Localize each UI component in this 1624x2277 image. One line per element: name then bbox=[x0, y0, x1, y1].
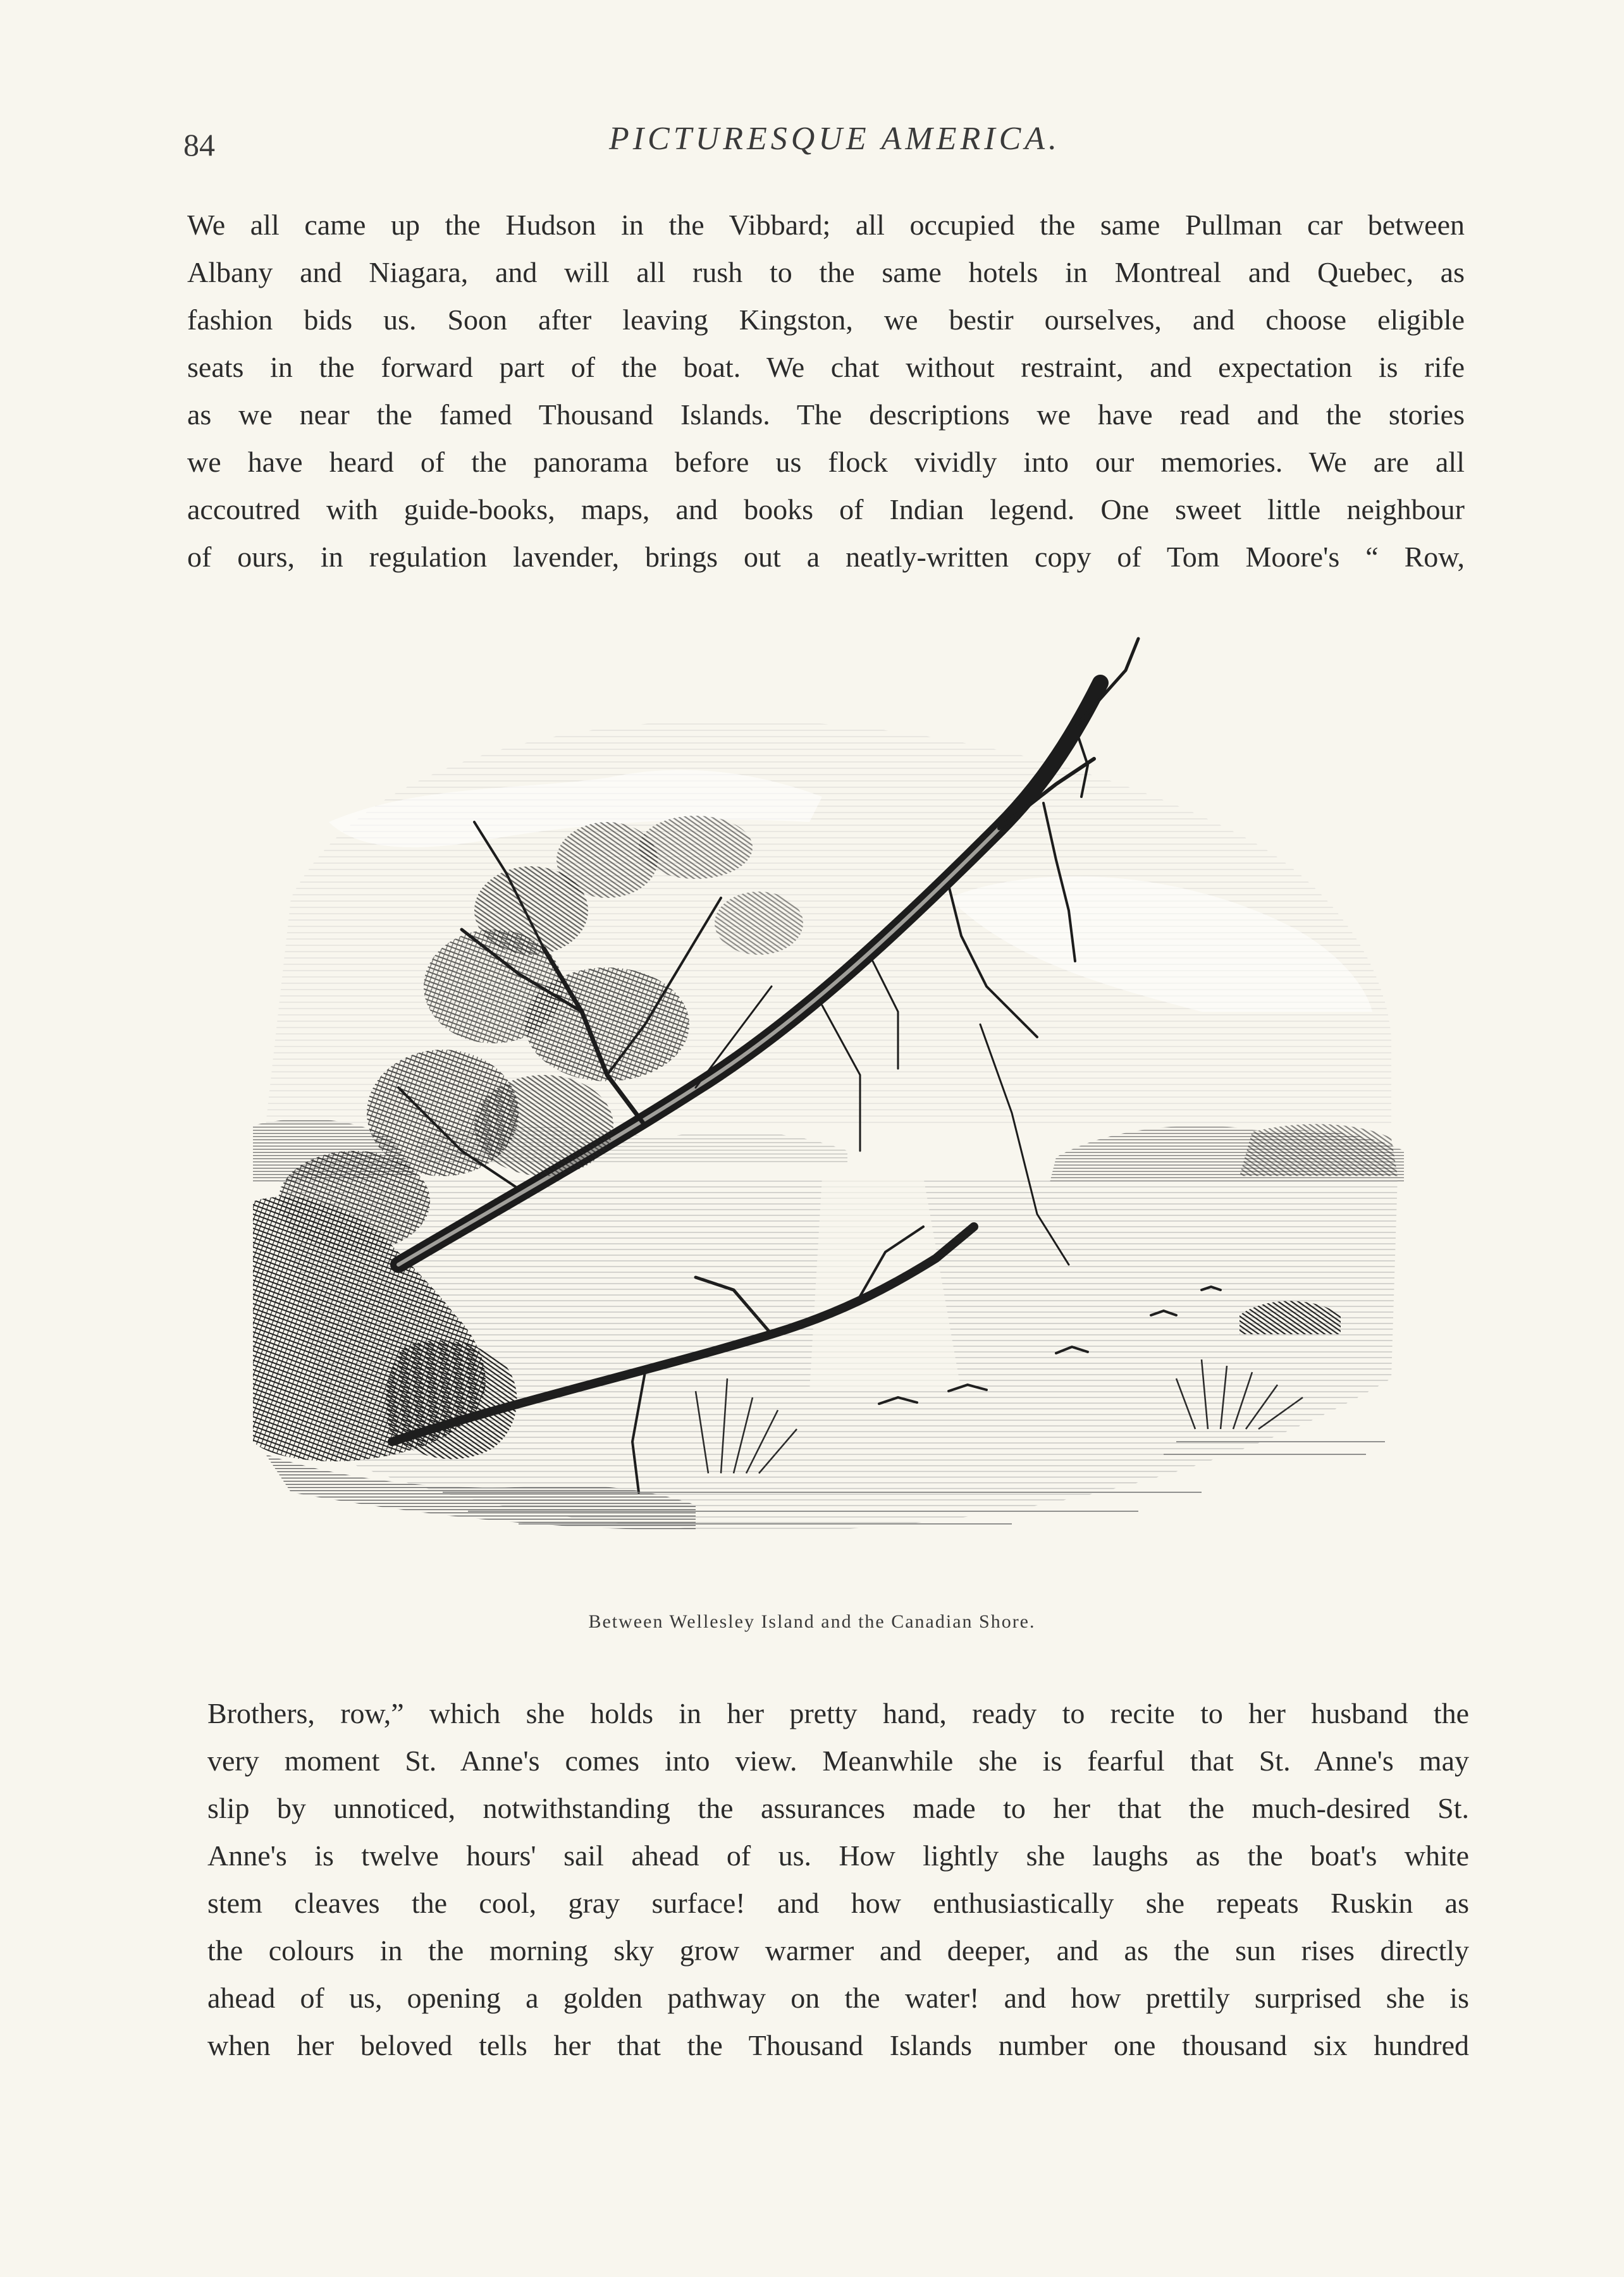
text-line: of ours, in regulation lavender, brings out a neatly-written copy of Tom Moore's “ Row, bbox=[187, 541, 1465, 573]
text-line: fashion bids us. Soon after leaving Kingston, we bestir ourselves, and choose eligible bbox=[187, 304, 1465, 336]
text-line: ahead of us, opening a golden pathway on the water! and how prettily surprised she is bbox=[207, 1982, 1469, 2014]
paragraph-bottom bbox=[207, 1690, 1469, 2069]
running-title: PICTURESQUE AMERICA. bbox=[608, 121, 1061, 157]
text-line: We all came up the Hudson in the Vibbard; all occupied the same Pullman car between bbox=[187, 209, 1465, 241]
paragraph-top bbox=[187, 201, 1465, 580]
illustration-caption: Between Wellesley Island and the Canadian Shore. bbox=[588, 1611, 1036, 1632]
text-line: Brothers, row,” which she holds in her pretty hand, ready to recite to her husband the bbox=[207, 1697, 1469, 1729]
text-line: stem cleaves the cool, gray surface! and how enthusiastically she repeats Ruskin as bbox=[207, 1887, 1469, 1919]
text-line: slip by unnoticed, notwithstanding the assurances made to her that the much-desired St. bbox=[207, 1792, 1469, 1824]
engraving-illustration bbox=[253, 632, 1410, 1593]
text-line: when her beloved tells her that the Thousand Islands number one thousand six hundred bbox=[207, 2029, 1469, 2061]
text-line: seats in the forward part of the boat. We chat without restraint, and expectation is rife bbox=[187, 351, 1465, 383]
text-line: we have heard of the panorama before us flock vividly into our memories. We are all bbox=[187, 446, 1465, 478]
page-header bbox=[183, 120, 1486, 177]
text-line: very moment St. Anne's comes into view. Meanwhile she is fearful that St. Anne's may bbox=[207, 1745, 1469, 1777]
text-line: as we near the famed Thousand Islands. The descriptions we have read and the stories bbox=[187, 398, 1465, 431]
text-line: Anne's is twelve hours' sail ahead of us. How lightly she laughs as the boat's white bbox=[207, 1839, 1469, 1872]
text-line: accoutred with guide-books, maps, and books of Indian legend. One sweet little neighbour bbox=[187, 493, 1465, 525]
page-number: 84 bbox=[183, 127, 215, 163]
text-line: the colours in the morning sky grow warmer and deeper, and as the sun rises directly bbox=[207, 1934, 1469, 1967]
text-line: Albany and Niagara, and will all rush to the same hotels in Montreal and Quebec, as bbox=[187, 256, 1465, 288]
